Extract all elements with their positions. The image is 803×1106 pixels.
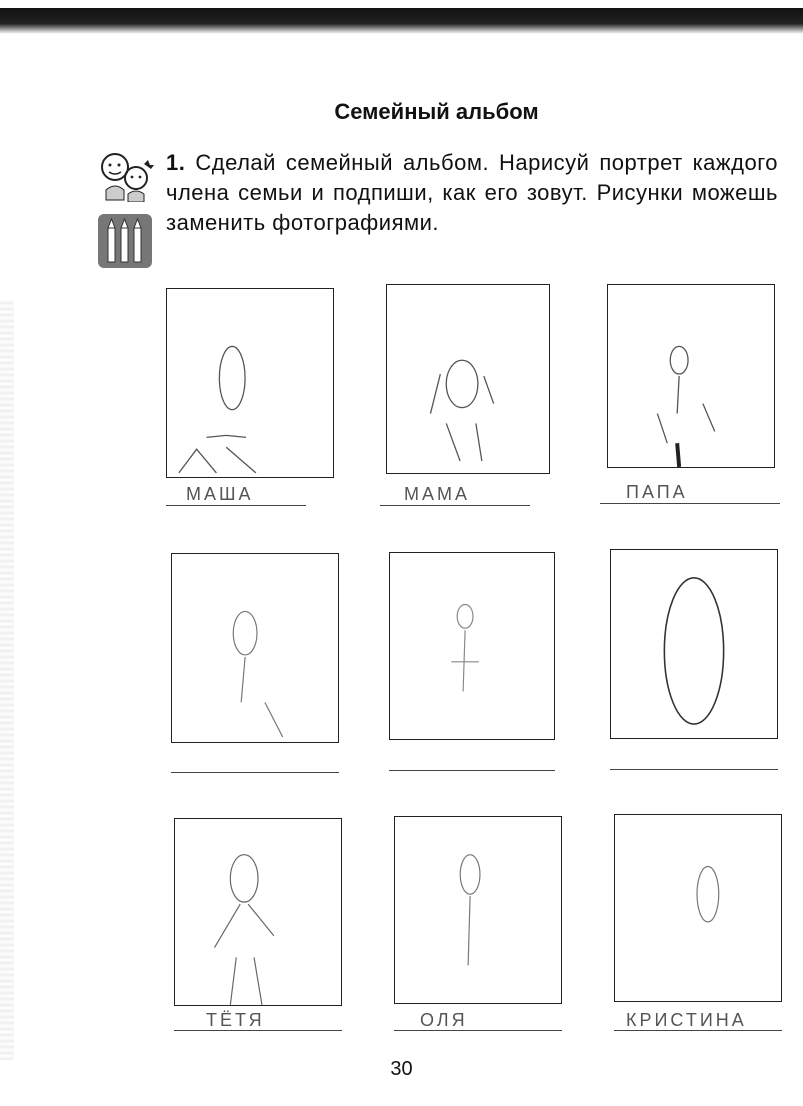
caption-line <box>166 505 306 506</box>
scan-edge <box>0 8 803 34</box>
photo-frame[interactable] <box>389 552 555 740</box>
task-instruction <box>166 148 778 238</box>
photo-frame[interactable] <box>166 288 334 478</box>
caption-text: КРИСТИНА <box>626 1010 747 1030</box>
caption-line <box>171 772 339 773</box>
caption-text: ОЛЯ <box>420 1010 468 1030</box>
photo-frame[interactable] <box>174 818 342 1006</box>
caption-line <box>610 769 778 770</box>
photo-frame[interactable] <box>614 814 782 1002</box>
caption-text: МАМА <box>404 484 470 504</box>
photo-frame[interactable] <box>171 553 339 743</box>
task-text: Сделай семейный альбом. Нарисуй портрет каждого члена семьи и подпиши, как его зовут. Рисунки можешь заменить фотографиями. <box>166 150 778 235</box>
caption-text: ТЁТЯ <box>206 1010 265 1030</box>
photo-frame[interactable] <box>386 284 550 474</box>
caption-text: ПАПА <box>626 482 688 502</box>
pencils-icon <box>98 214 152 268</box>
page-number: 30 <box>390 1058 413 1080</box>
page-gutter <box>0 300 14 1060</box>
caption-line <box>600 503 780 504</box>
page-title: Семейный альбом <box>334 98 539 124</box>
caption-line <box>389 770 555 771</box>
task-number: 1. <box>166 150 186 175</box>
kids-icon <box>98 150 154 202</box>
photo-frame[interactable] <box>394 816 562 1004</box>
caption-text: МАША <box>186 484 254 504</box>
photo-frame[interactable] <box>607 284 775 468</box>
caption-line <box>380 505 530 506</box>
photo-frame[interactable] <box>610 549 778 739</box>
